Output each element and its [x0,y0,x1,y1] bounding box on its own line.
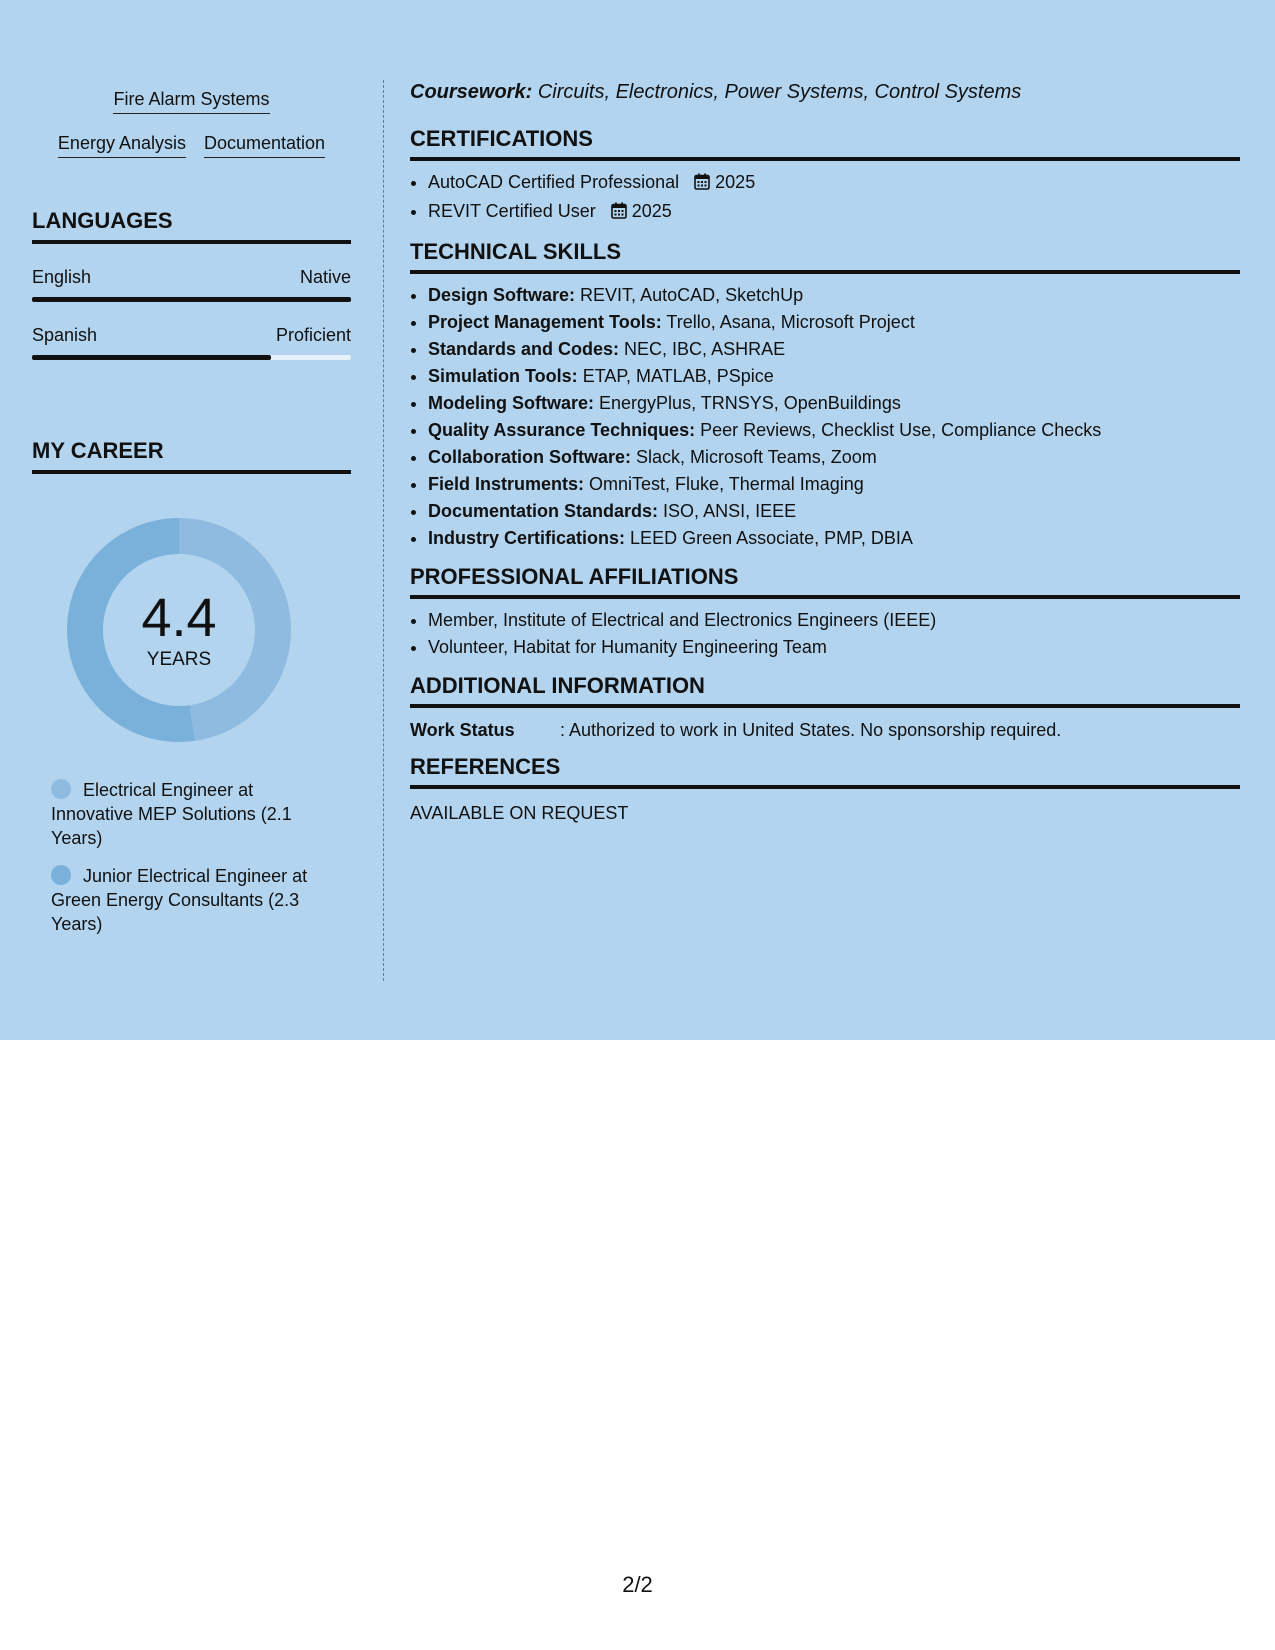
legend-label: Electrical Engineer at Innovative MEP Solutions (2.1 Years) [51,780,292,848]
certifications-heading: CERTIFICATIONS [410,126,1240,161]
work-status-label: Work Status [410,720,515,740]
skill-item [428,309,1240,336]
skill-value: ISO, ANSI, IEEE [663,501,797,521]
skill-tag: Energy Analysis [58,132,186,158]
skill-label: Modeling Software: [428,393,594,413]
career-total-years: 4.4 [141,588,217,648]
certification-year: 2025 [631,201,672,221]
skill-value: Trello, Asana, Microsoft Project [666,312,915,332]
languages-heading: LANGUAGES [32,208,351,244]
work-status-value: : Authorized to work in United States. No sponsorship required. [560,720,1062,740]
language-name: English [32,267,92,287]
certification-year: 2025 [715,172,756,192]
skill-tag: Fire Alarm Systems [113,88,269,114]
skill-item [428,336,1240,363]
affiliation-item: • Volunteer, Habitat for Humanity Engineering Team [428,634,1240,661]
language-proficiency-fill [32,297,351,302]
certifications-list [428,169,1240,227]
skill-value: LEED Green Associate, PMP, DBIA [630,528,913,548]
career-heading: MY CAREER [32,438,351,474]
donut-center [67,518,291,742]
calendar-icon [611,200,627,227]
career-years-unit: YEARS [146,649,212,670]
certification-name: AutoCAD Certified Professional [428,172,680,192]
skill-item [428,444,1240,471]
skill-label: Simulation Tools: [428,366,578,386]
coursework-value: Circuits, Electronics, Power Systems, Control Systems [537,81,1022,103]
language-level: Proficient [275,325,351,345]
column-divider [383,80,384,981]
legend-label: Junior Electrical Engineer at Green Energy Consultants (2.3 Years) [51,866,308,934]
skill-label: Collaboration Software: [428,447,632,467]
calendar-icon [694,171,710,198]
skill-item [428,417,1240,444]
right-column [410,80,1240,825]
career-donut-chart [67,518,291,742]
skill-label: Documentation Standards: [428,501,659,521]
skill-label: Standards and Codes: [428,339,620,359]
affiliations-list [428,607,1240,661]
skill-tags-row [32,132,351,158]
language-proficiency-fill [32,355,271,360]
skill-value: NEC, IBC, ASHRAE [624,339,786,359]
left-column [32,80,351,950]
additional-info-heading: ADDITIONAL INFORMATION [410,673,1240,708]
language-item [32,266,351,302]
language-proficiency-bar [32,297,351,302]
skill-value: OmniTest, Fluke, Thermal Imaging [589,474,864,494]
technical-skills-heading: TECHNICAL SKILLS [410,239,1240,274]
legend-item [51,778,326,850]
certification-name: REVIT Certified User [428,201,596,221]
certification-item [428,169,1240,198]
language-level: Native [299,267,351,287]
skill-label: Quality Assurance Techniques: [428,420,696,440]
skill-tag: Documentation [204,132,325,158]
skill-item [428,363,1240,390]
certification-item [428,198,1240,227]
affiliations-heading: PROFESSIONAL AFFILIATIONS [410,564,1240,599]
skill-label: Design Software: [428,285,576,305]
legend-item [51,864,326,936]
language-proficiency-bar [32,355,351,360]
skill-value: EnergyPlus, TRNSYS, OpenBuildings [599,393,901,413]
skill-item [428,390,1240,417]
career-legend [51,778,326,936]
legend-dot [51,865,71,885]
legend-dot [51,779,71,799]
skill-item [428,471,1240,498]
skill-label: Project Management Tools: [428,312,662,332]
skill-item [428,282,1240,309]
page-number: 2/2 [622,1572,653,1597]
work-status-row [410,718,1240,742]
skill-item [428,525,1240,552]
skill-tags-row [32,88,351,114]
references-heading: REFERENCES [410,754,1240,789]
skill-value: Peer Reviews, Checklist Use, Compliance Checks [700,420,1102,440]
language-item [32,324,351,360]
references-text: AVAILABLE ON REQUEST [410,803,629,823]
coursework [410,80,1240,104]
skill-label: Industry Certifications: [428,528,626,548]
skill-label: Field Instruments: [428,474,585,494]
skill-value: Slack, Microsoft Teams, Zoom [636,447,877,467]
skill-value: ETAP, MATLAB, PSpice [582,366,774,386]
skill-value: REVIT, AutoCAD, SketchUp [580,285,804,305]
coursework-label: Coursework: [410,81,533,103]
affiliation-item: • Member, Institute of Electrical and Electronics Engineers (IEEE) [428,607,1240,634]
language-name: Spanish [32,325,98,345]
skill-item [428,498,1240,525]
technical-skills-list [428,282,1240,552]
